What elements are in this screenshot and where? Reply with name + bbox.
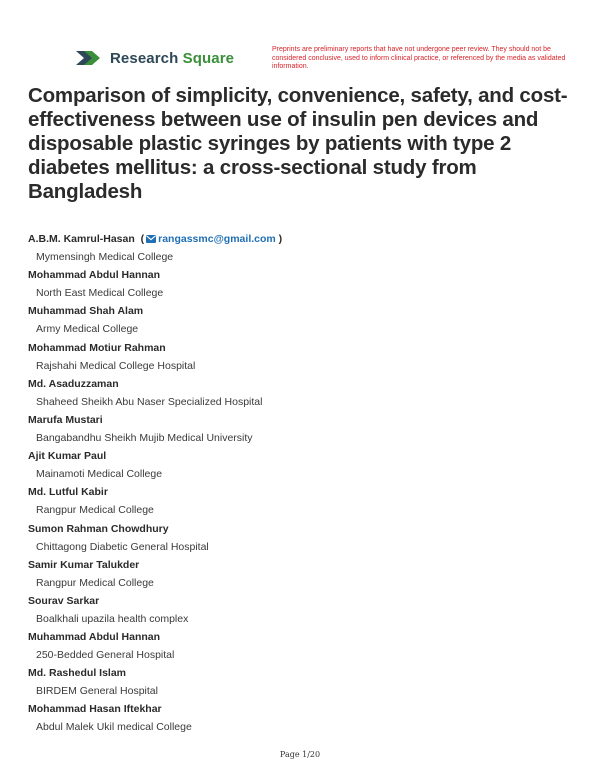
author-affiliation: Army Medical College xyxy=(36,323,139,336)
author-affiliation: Mainamoti Medical College xyxy=(36,468,163,481)
author-entry xyxy=(28,413,568,449)
author-name: Muhammad Shah Alam xyxy=(28,305,144,318)
email-link[interactable]: rangassmc@gmail.com xyxy=(158,233,276,245)
author-name: Mohammad Hasan Iftekhar xyxy=(28,703,162,716)
paper-title: Comparison of simplicity, convenience, safety, and cost-effectiveness between use of insulin pen devices and disposable plastic syringes by patients with type 2 diabetes mellitus: a cross-sectional study from Bangladesh xyxy=(28,84,568,203)
author-entry xyxy=(28,522,568,558)
author-entry xyxy=(28,341,568,377)
author-affiliation: Bangabandhu Sheikh Mujib Medical University xyxy=(36,431,253,444)
author-affiliation: Abdul Malek Ukil medical College xyxy=(36,721,192,734)
author-name: Marufa Mustari xyxy=(28,413,103,426)
logo-text xyxy=(110,50,234,67)
author-entry xyxy=(28,630,568,666)
author-entry xyxy=(28,268,568,304)
author-name: Mohammad Motiur Rahman xyxy=(28,341,166,354)
page-number: Page 1/20 xyxy=(279,750,321,759)
author-name: Sumon Rahman Chowdhury xyxy=(28,522,169,535)
research-square-mark-icon xyxy=(74,47,102,69)
author-entry xyxy=(28,232,568,268)
envelope-icon xyxy=(146,235,156,243)
author-name: Mohammad Abdul Hannan xyxy=(28,269,161,282)
preprint-notice: Preprints are preliminary reports that have not undergone peer review. They should not be considered conclusive, used to inform clinical practice, or referenced by the media as validated information. xyxy=(272,46,566,70)
author-entry xyxy=(28,594,568,630)
author-entry xyxy=(28,304,568,340)
author-name: Sourav Sarkar xyxy=(28,594,100,607)
author-affiliation: Shaheed Sheikh Abu Naser Specialized Hospital xyxy=(36,395,263,408)
author-name-corresponding xyxy=(28,232,568,246)
author-affiliation: Rajshahi Medical College Hospital xyxy=(36,359,196,372)
paren-close: ) xyxy=(278,233,283,245)
corresponding-email xyxy=(138,233,282,245)
author-affiliation: Mymensingh Medical College xyxy=(36,251,174,263)
author-name: Ajit Kumar Paul xyxy=(28,450,107,463)
author-name: Md. Asaduzzaman xyxy=(28,377,119,390)
logo-word-research: Research xyxy=(110,49,179,67)
logo-word-square: Square xyxy=(182,49,235,67)
author-entry xyxy=(28,449,568,485)
author-affiliation: 250-Bedded General Hospital xyxy=(36,649,175,662)
author-affiliation: Rangpur Medical College xyxy=(36,504,154,517)
author-name: Muhammad Abdul Hannan xyxy=(28,631,161,644)
author-name: Md. Lutful Kabir xyxy=(28,486,108,499)
author-name: Samir Kumar Talukder xyxy=(28,558,140,571)
author-name: Md. Rashedul Islam xyxy=(28,667,127,680)
author-affiliation: Chittagong Diabetic General Hospital xyxy=(36,540,209,553)
author-affiliation: North East Medical College xyxy=(36,287,164,300)
author-name: A.B.M. Kamrul-Hasan xyxy=(28,233,135,245)
author-affiliation: BIRDEM General Hospital xyxy=(36,685,158,698)
author-entry xyxy=(28,485,568,521)
author-entry xyxy=(28,558,568,594)
author-list xyxy=(28,232,568,739)
author-affiliation: Boalkhali upazila health complex xyxy=(36,612,189,625)
author-entry xyxy=(28,377,568,413)
author-entry xyxy=(28,702,568,738)
research-square-logo[interactable] xyxy=(74,47,234,69)
paren-open: ( xyxy=(140,233,145,245)
author-affiliation: Rangpur Medical College xyxy=(36,576,154,589)
author-entry xyxy=(28,666,568,702)
